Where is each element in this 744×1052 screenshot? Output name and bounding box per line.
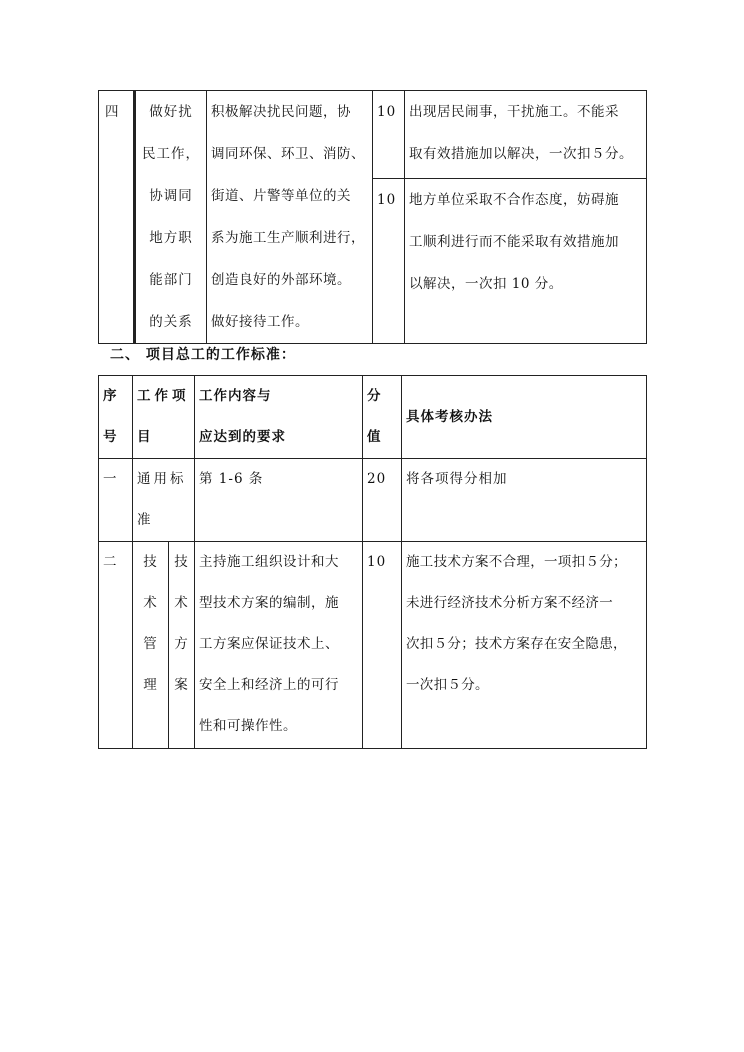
method-line: 工顺利进行而不能采取有效措施加: [409, 234, 619, 251]
subcategory-line: 技: [174, 554, 189, 570]
item-line: 民工作，: [142, 146, 200, 162]
content-line: 积极解决扰民问题，协: [211, 104, 351, 120]
header-item: [133, 376, 195, 459]
score-text: 20: [367, 471, 387, 487]
content-line: 安全上和经济上的可行: [199, 677, 339, 693]
category-line: 技: [143, 554, 158, 570]
item-line: 能部门: [149, 272, 193, 288]
table-public-relations: [98, 90, 647, 344]
item-line: 的关系: [149, 314, 193, 330]
category-line: 管: [143, 636, 158, 652]
seq-cell: [99, 459, 133, 542]
table-row: [99, 459, 647, 542]
content-line: 调同环保、环卫、消防、: [211, 146, 365, 162]
method-line: 次扣５分；技术方案存在安全隐患，: [406, 636, 627, 652]
method-line: 取有效措施加以解决，一次扣５分。: [409, 146, 633, 162]
method-line: 以解决，一次扣 10 分。: [409, 276, 563, 293]
content-line: 工方案应保证技术上、: [199, 636, 339, 652]
method-line: 施工技术方案不合理，一项扣５分；: [406, 554, 627, 570]
item-cell: [135, 91, 207, 344]
header-line: 号: [103, 429, 118, 445]
content-cell: [195, 459, 363, 542]
subcategory-line: 术: [174, 595, 189, 611]
header-line: 目: [137, 429, 152, 445]
content-line: 做好接待工作。: [211, 314, 309, 330]
content-line: 系为施工生产顺利进行，: [211, 230, 365, 246]
item-cell: [133, 459, 195, 542]
header-line: 工作项: [137, 388, 190, 404]
header-score: [363, 376, 402, 459]
score-cell: [363, 459, 402, 542]
section-heading: 二、 项目总工的工作标准：: [110, 347, 296, 363]
content-line: 创造良好的外部环境。: [211, 272, 351, 288]
seq-text: 二: [103, 554, 118, 570]
score-cell: [363, 542, 402, 749]
item-line: 做好扰: [149, 104, 193, 120]
header-seq: [99, 376, 133, 459]
score-cell: [373, 179, 405, 344]
item-line: 准: [137, 512, 152, 528]
content-line: 主持施工组织设计和大: [199, 554, 339, 570]
header-line: 应达到的要求: [199, 429, 286, 445]
subcategory-cell: [169, 542, 195, 749]
seq-cell: [99, 91, 135, 344]
score-text: 10: [377, 192, 397, 209]
header-content: [195, 376, 363, 459]
table-row: [99, 542, 647, 749]
method-line: 出现居民闹事，干扰施工。不能采: [409, 104, 619, 120]
content-cell: [207, 91, 373, 344]
content-text: 第 1-6 条: [199, 471, 264, 487]
content-line: 型技术方案的编制，施: [199, 595, 339, 611]
method-text: 将各项得分相加: [406, 471, 508, 487]
score-text: 10: [367, 554, 387, 570]
method-cell: [405, 179, 647, 344]
method-line: 地方单位采取不合作态度，妨碍施: [409, 192, 619, 209]
item-line: 通用标: [137, 471, 187, 487]
method-cell: [405, 91, 647, 179]
method-line: 一次扣５分。: [406, 677, 489, 693]
category-cell: [133, 542, 169, 749]
item-line: 地方职: [149, 230, 193, 246]
method-line: 未进行经济技术分析方案不经济一: [406, 595, 613, 611]
seq-text: 一: [103, 471, 118, 487]
subcategory-line: 案: [174, 677, 189, 693]
score-cell: [373, 91, 405, 179]
header-line: 分: [367, 388, 382, 404]
content-line: 性和可操作性。: [199, 718, 297, 734]
category-line: 术: [143, 595, 158, 611]
header-method: [402, 376, 647, 459]
seq-cell: [99, 542, 133, 749]
table-chief-engineer-standards: [98, 375, 647, 749]
seq-text: 四: [105, 104, 120, 120]
category-line: 理: [143, 677, 158, 693]
method-cell: [402, 542, 647, 749]
item-line: 协调同: [149, 188, 193, 204]
score-text: 10: [377, 104, 397, 120]
table-row: [99, 91, 647, 179]
method-cell: [402, 459, 647, 542]
content-line: 街道、片警等单位的关: [211, 188, 351, 204]
header-line: 序: [103, 388, 118, 404]
content-cell: [195, 542, 363, 749]
table-header-row: [99, 376, 647, 459]
header-method-text: 具体考核办法: [406, 408, 493, 425]
subcategory-line: 方: [174, 636, 189, 652]
header-line: 值: [367, 429, 382, 445]
header-line: 工作内容与: [199, 388, 272, 404]
